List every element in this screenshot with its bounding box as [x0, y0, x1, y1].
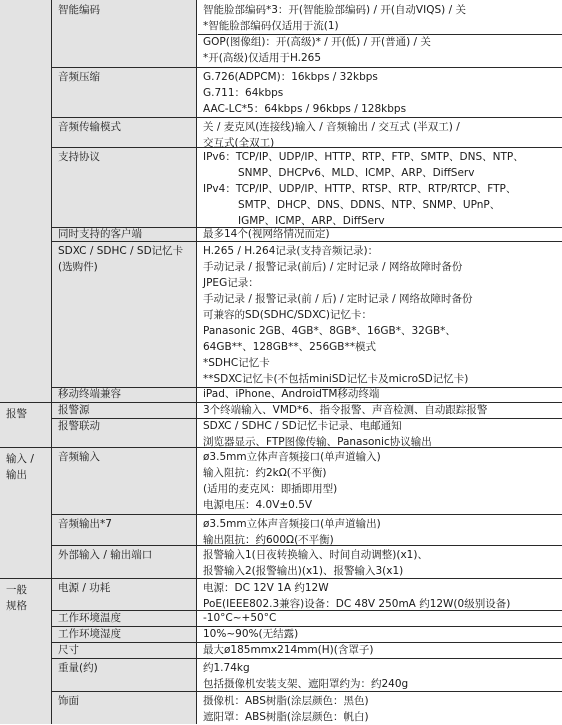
spec-key-cell — [52, 514, 197, 545]
spec-line: 手动记录 / 报警记录(前后) / 定时记录 / 网络故障时备份 — [203, 261, 463, 273]
spec-line: 手动记录 / 报警记录(前 / 后) / 定时记录 / 网络故障时备份 — [203, 293, 473, 305]
spec-row-audio-mode — [52, 117, 562, 147]
spec-line: **SDXC记忆卡(不包括miniSD记忆卡及microSD记忆卡) — [203, 373, 469, 385]
spec-line: 智能脸部编码*3：开(智能脸部编码) / 开(自动VIQS) / 关 — [203, 4, 466, 16]
spec-value — [203, 386, 560, 402]
category-label: 输入 / 输出 — [6, 453, 34, 481]
spec-line: *开(高级)仅适用于H.265 — [203, 52, 322, 64]
category-cell-io — [0, 447, 52, 578]
spec-line: -10°C~+50°C — [203, 612, 277, 624]
spec-row-dimensions — [52, 642, 562, 658]
row-divider — [52, 514, 562, 515]
spec-key: 外部输入 / 输出端口 — [58, 549, 153, 561]
spec-key: 报警联动 — [58, 420, 100, 432]
row-divider — [52, 545, 562, 546]
spec-key: 尺寸 — [58, 644, 79, 656]
category-cell-alarm — [0, 402, 52, 447]
spec-key: 电源 / 功耗 — [58, 582, 111, 594]
spec-row-audio-output — [52, 514, 562, 545]
spec-line: *智能脸部编码仅适用于流(1) — [203, 20, 339, 32]
spec-key: 音频输入 — [58, 451, 100, 463]
spec-key-cell — [52, 227, 197, 241]
spec-row-audio-input — [52, 447, 562, 514]
spec-key: 音频输出*7 — [58, 518, 112, 530]
category-cell-general — [0, 578, 52, 724]
spec-value — [203, 243, 560, 387]
spec-key-cell — [52, 610, 197, 626]
spec-line: SNMP、DHCPv6、MLD、ICMP、ARP、DiffServ — [238, 167, 475, 179]
spec-key-cell — [52, 402, 197, 418]
category-label: 报警 — [6, 408, 27, 420]
spec-line: 摄像机：ABS树脂(涂层颜色：黑色) — [203, 695, 369, 707]
spec-line: (适用的麦克风：即插即用型) — [203, 483, 338, 495]
row-divider — [52, 658, 562, 659]
spec-key: 同时支持的客户端 — [58, 228, 142, 240]
spec-value — [203, 693, 560, 725]
spec-line: 关 / 麦克风(连接线)输入 / 音频输出 / 交互式 (半双工) / — [203, 121, 460, 133]
spec-line: 报警输入1(日夜转换输入、时间自动调整)(x1)、 — [203, 549, 428, 561]
spec-key-cell — [52, 626, 197, 642]
row-divider — [52, 610, 562, 611]
section-divider — [0, 447, 562, 448]
spec-key-cell — [52, 418, 197, 447]
spec-key: 音频传输模式 — [58, 121, 121, 133]
spec-line: IPv6：TCP/IP、UDP/IP、HTTP、RTP、FTP、SMTP、DNS、NTP、 — [203, 151, 524, 163]
spec-line: 浏览器显示、FTP图像传输、Panasonic协议输出 — [203, 436, 432, 448]
spec-line: PoE(IEEE802.3兼容)设备：DC 48V 250mA 约12W(0级别设备) — [203, 598, 511, 610]
spec-row-audio-compression — [52, 67, 562, 117]
spec-key-cell — [52, 387, 197, 402]
spec-row-alarm-action — [52, 418, 562, 447]
spec-line: G.711：64kbps — [203, 87, 284, 99]
spec-line: 最多14个(视网络情况而定) — [203, 228, 330, 240]
row-divider — [52, 67, 562, 68]
row-divider — [52, 117, 562, 118]
spec-row-sd-card — [52, 241, 562, 387]
row-divider — [52, 691, 562, 692]
spec-line: AAC-LC*5：64kbps / 96kbps / 128kbps — [203, 103, 407, 115]
spec-key-cell — [52, 578, 197, 610]
spec-row-protocols — [52, 147, 562, 227]
spec-value — [203, 69, 560, 117]
spec-value — [203, 449, 560, 513]
spec-key: 移动终端兼容 — [58, 388, 121, 400]
row-divider — [52, 227, 562, 228]
spec-value — [203, 580, 560, 612]
spec-line: iPad、iPhone、AndroidTM移动终端 — [203, 388, 380, 400]
spec-key: 工作环境温度 — [58, 612, 121, 624]
spec-line: 约1.74kg — [203, 662, 250, 674]
spec-line: 64GB**、128GB**、256GB**模式 — [203, 341, 376, 353]
spec-value — [203, 418, 560, 450]
row-divider — [52, 387, 562, 388]
spec-row-weight — [52, 658, 562, 691]
spec-line: 电源电压：4.0V±0.5V — [203, 499, 313, 511]
row-divider — [52, 241, 562, 242]
spec-value — [203, 660, 560, 692]
spec-key-cell — [52, 241, 197, 387]
spec-row-finish — [52, 691, 562, 724]
spec-line: SMTP、DHCP、DNS、DDNS、NTP、SNMP、UPnP、 — [238, 199, 501, 211]
spec-value — [203, 626, 560, 642]
spec-value — [203, 642, 560, 658]
section-divider — [0, 402, 562, 403]
spec-value — [203, 610, 560, 626]
spec-line: 3个终端输入、VMD*6、指令报警、声音检测、自动跟踪报警 — [203, 404, 488, 416]
row-divider — [52, 642, 562, 643]
spec-key-cell — [52, 67, 197, 117]
spec-row-humidity — [52, 626, 562, 642]
spec-line: IGMP、ICMP、ARP、DiffServ — [238, 215, 385, 227]
spec-line: G.726(ADPCM)：16kbps / 32kbps — [203, 71, 378, 83]
spec-line: 包括摄像机安装支架、遮阳罩约为：约240g — [203, 678, 409, 690]
spec-line: *SDHC记忆卡 — [203, 357, 270, 369]
spec-line: 输出阻抗：约600Ω(不平衡) — [203, 534, 334, 546]
spec-line: GOP(图像组)：开(高级)* / 开(低) / 开(普通) / 关 — [203, 36, 431, 48]
row-divider — [52, 147, 562, 148]
row-divider — [52, 418, 562, 419]
spec-key-cell — [52, 447, 197, 514]
spec-key: 饰面 — [58, 695, 79, 707]
category-label: 一般 规格 — [6, 584, 27, 612]
spec-line: 输入阻抗：约2kΩ(不平衡) — [203, 467, 327, 479]
spec-line: H.265 / H.264记录(支持音频记录)： — [203, 245, 379, 257]
spec-value — [203, 516, 560, 548]
spec-key-cell — [52, 658, 197, 691]
spec-line: 最大ø185mmx214mm(H)(含罩子) — [203, 644, 374, 656]
spec-key-cell — [52, 0, 197, 67]
spec-line: ø3.5mm立体声音频接口(单声道输出) — [203, 518, 381, 530]
spec-key: 支持协议 — [58, 151, 100, 163]
spec-row-alarm-source — [52, 402, 562, 418]
spec-line: SDXC / SDHC / SD记忆卡记录、电邮通知 — [203, 420, 402, 432]
spec-value — [203, 226, 560, 242]
spec-line: 遮阳罩：ABS树脂(涂层颜色：帆白) — [203, 711, 369, 723]
spec-key: 工作环境湿度 — [58, 628, 121, 640]
spec-key: 音频压缩 — [58, 71, 100, 83]
spec-value — [203, 149, 560, 229]
spec-line: IPv4：TCP/IP、UDP/IP、HTTP、RTSP、RTP、RTP/RTCP、FTP、 — [203, 183, 517, 195]
spec-line: Panasonic 2GB、4GB*、8GB*、16GB*、32GB*、 — [203, 325, 456, 337]
spec-line: 交互式(全双工) — [203, 137, 275, 149]
spec-line: JPEG记录： — [203, 277, 259, 289]
spec-key: SDXC / SDHC / SD记忆卡 (选购件) — [58, 245, 184, 273]
sub-divider — [198, 34, 562, 35]
spec-value — [203, 547, 560, 579]
spec-key-cell — [52, 117, 197, 147]
spec-row-external-io — [52, 545, 562, 578]
category-cell-top — [0, 0, 52, 402]
spec-line: 10%~90%(无结露) — [203, 628, 299, 640]
spec-key: 重量(约) — [58, 662, 98, 674]
spec-key-cell — [52, 691, 197, 724]
spec-row-clients — [52, 227, 562, 241]
spec-row-power — [52, 578, 562, 610]
spec-key-cell — [52, 545, 197, 578]
spec-key-cell — [52, 147, 197, 227]
spec-line: ø3.5mm立体声音频接口(单声道输入) — [203, 451, 381, 463]
spec-key: 智能编码 — [58, 4, 100, 16]
spec-row-temperature — [52, 610, 562, 626]
spec-row-mobile — [52, 387, 562, 402]
spec-key: 报警源 — [58, 404, 90, 416]
section-divider — [0, 578, 562, 579]
spec-line: 可兼容的SD(SDHC/SDXC)记忆卡： — [203, 309, 372, 321]
spec-line: 报警输入2(报警输出)(x1)、报警输入3(x1) — [203, 565, 404, 577]
spec-line: 电源：DC 12V 1A 约12W — [203, 582, 329, 594]
spec-key-cell — [52, 642, 197, 658]
spec-value — [203, 402, 560, 418]
row-divider — [52, 626, 562, 627]
